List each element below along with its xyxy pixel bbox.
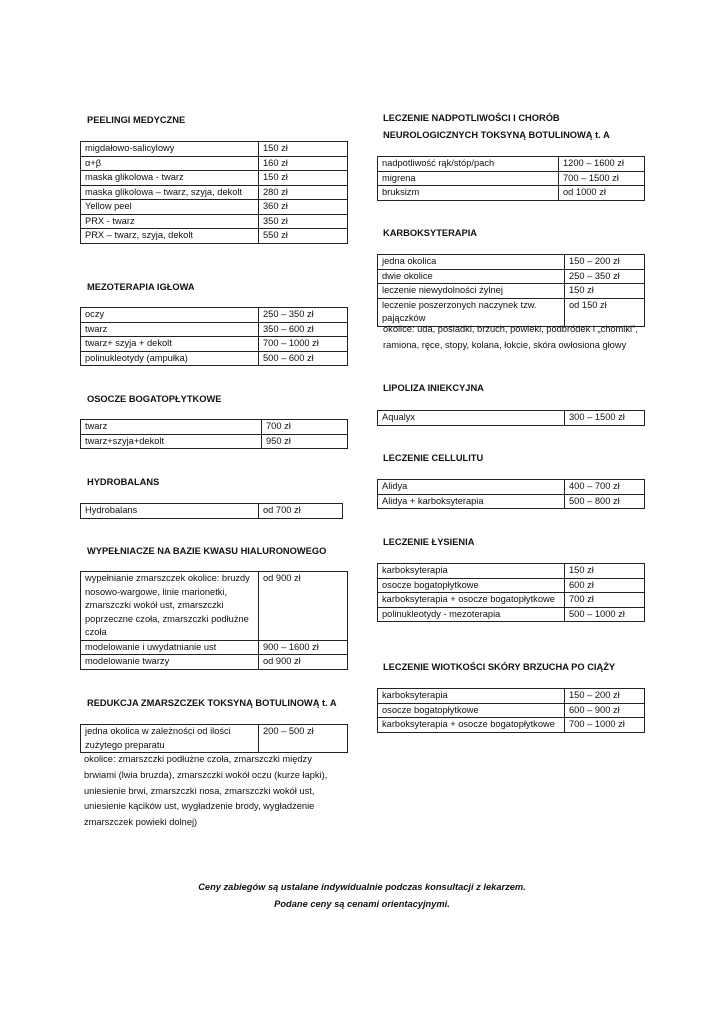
table-row <box>378 718 645 733</box>
redukcja-table <box>80 724 348 753</box>
lipoliza-heading: LIPOLIZA INIEKCYJNA <box>383 383 484 393</box>
treatment-name: Yellow peel <box>81 200 259 215</box>
treatment-price: 280 zł <box>259 185 348 200</box>
treatment-name: maska glikolowa - twarz <box>81 171 259 186</box>
table-row <box>81 572 348 641</box>
treatment-price: 150 zł <box>259 171 348 186</box>
treatment-name: wypełnianie zmarszczek okolice: bruzdy nosowo-wargowe, linie marionetki, zmarszczki wokół ust, zmarszczki poprzeczne czoła, zmarszczki podłużne czoła <box>81 572 259 641</box>
treatment-price: 150 – 200 zł <box>565 689 645 704</box>
treatment-price: 1200 – 1600 zł <box>559 157 645 172</box>
treatment-name: nadpotliwość rąk/stóp/pach <box>378 157 559 172</box>
nadpotliwosc-table <box>377 156 645 201</box>
treatment-name: leczenie poszerzonych naczynek tzw. pajączków <box>378 298 565 326</box>
treatment-name: dwie okolice <box>378 269 565 284</box>
treatment-price: od 1000 zł <box>559 186 645 201</box>
footer-note <box>0 879 724 913</box>
treatment-name: modelowanie twarzy <box>81 655 259 670</box>
treatment-name: leczenie niewydolności żylnej <box>378 284 565 299</box>
table-row <box>81 142 348 157</box>
treatment-price: 400 – 700 zł <box>565 480 645 495</box>
table-row <box>378 157 645 172</box>
table-row <box>81 351 348 366</box>
treatment-name: twarz+szyja+dekolt <box>81 434 262 449</box>
treatment-price: 700 – 1000 zł <box>565 718 645 733</box>
table-row <box>81 655 348 670</box>
nadpotliwosc-heading-line1: LECZENIE NADPOTLIWOŚCI I CHORÓB <box>383 113 560 123</box>
treatment-name: jedna okolica <box>378 255 565 270</box>
table-row <box>378 689 645 704</box>
table-row <box>378 269 645 284</box>
treatment-price: od 150 zł <box>565 298 645 326</box>
karboksyterapia-heading: KARBOKSYTERAPIA <box>383 228 478 238</box>
treatment-name: migrena <box>378 171 559 186</box>
cellulit-table <box>377 479 645 509</box>
footer-line-1: Ceny zabiegów są ustalane indywidualnie podczas konsultacji z lekarzem. <box>198 882 526 892</box>
treatment-name: polinukleotydy - mezoterapia <box>378 607 565 622</box>
table-row <box>81 420 348 435</box>
treatment-name: modelowanie i uwydatnianie ust <box>81 640 259 655</box>
table-row <box>81 322 348 337</box>
treatment-price: 500 – 600 zł <box>259 351 348 366</box>
treatment-name: jedna okolica w zależności od ilości zużytego preparatu <box>81 725 259 753</box>
table-row <box>378 593 645 608</box>
osocze-table <box>80 419 348 449</box>
table-row <box>378 703 645 718</box>
mezoterapia-table <box>80 307 348 366</box>
table-row <box>81 185 348 200</box>
table-row <box>378 480 645 495</box>
treatment-name: Alidya + karboksyterapia <box>378 494 565 509</box>
treatment-price: 250 – 350 zł <box>259 308 348 323</box>
wypelniacze-heading: WYPEŁNIACZE NA BAZIE KWASU HIALURONOWEGO <box>87 546 327 556</box>
treatment-price: 150 zł <box>565 564 645 579</box>
table-row <box>81 434 348 449</box>
redukcja-note: okolice: zmarszczki podłużne czoła, zmarszczki między brwiami (lwia bruzda), zmarszczki wokół oczu (kurze łapki), uniesienie brwi, zmarszczki nosa, zmarszczki wokół ust, uniesienie kącików ust, wygładzenie brody, wygładzenie zmarszczek powieki dolnej) <box>84 754 328 828</box>
treatment-price: 300 – 1500 zł <box>565 411 645 426</box>
treatment-name: maska glikolowa – twarz, szyja, dekolt <box>81 185 259 200</box>
table-row <box>378 564 645 579</box>
treatment-price: 500 – 800 zł <box>565 494 645 509</box>
treatment-price: 600 – 900 zł <box>565 703 645 718</box>
treatment-price: 250 – 350 zł <box>565 269 645 284</box>
treatment-name: migdałowo-salicylowy <box>81 142 259 157</box>
treatment-name: twarz <box>81 420 262 435</box>
table-row <box>378 284 645 299</box>
table-row <box>81 337 348 352</box>
treatment-name: twarz <box>81 322 259 337</box>
treatment-price: 350 zł <box>259 214 348 229</box>
treatment-name: oczy <box>81 308 259 323</box>
treatment-name: karboksyterapia <box>378 689 565 704</box>
treatment-price: 200 – 500 zł <box>259 725 348 753</box>
table-row <box>378 255 645 270</box>
table-row <box>81 504 343 519</box>
treatment-price: 150 zł <box>565 284 645 299</box>
treatment-price: 600 zł <box>565 578 645 593</box>
nadpotliwosc-heading-line2: NEUROLOGICZNYCH TOKSYNĄ BOTULINOWĄ t. A <box>383 130 610 140</box>
treatment-price: 360 zł <box>259 200 348 215</box>
wypelniacze-table <box>80 571 348 670</box>
table-row <box>81 640 348 655</box>
treatment-price: 950 zł <box>262 434 348 449</box>
table-row <box>81 156 348 171</box>
nadpotliwosc-heading <box>383 110 610 144</box>
table-row <box>378 494 645 509</box>
treatment-price: 900 – 1600 zł <box>259 640 348 655</box>
wiotkosc-table <box>377 688 645 733</box>
treatment-price: od 900 zł <box>259 572 348 641</box>
table-row <box>81 725 348 753</box>
table-row <box>378 578 645 593</box>
table-row <box>81 214 348 229</box>
treatment-name: Hydrobalans <box>81 504 259 519</box>
karboksyterapia-table <box>377 254 645 327</box>
table-row <box>378 411 645 426</box>
osocze-heading: OSOCZE BOGATOPŁYTKOWE <box>87 394 222 404</box>
treatment-price: 150 – 200 zł <box>565 255 645 270</box>
treatment-name: polinukleotydy (ampułka) <box>81 351 259 366</box>
treatment-name: PRX – twarz, szyja, dekolt <box>81 229 259 244</box>
treatment-price: 160 zł <box>259 156 348 171</box>
lysienie-heading: LECZENIE ŁYSIENIA <box>383 537 475 547</box>
peelingi-table <box>80 141 348 244</box>
treatment-price: 500 – 1000 zł <box>565 607 645 622</box>
treatment-price: od 700 zł <box>259 504 343 519</box>
table-row <box>81 229 348 244</box>
karboksyterapia-note: okolice: uda, pośladki, brzuch, powieki, podbródek i „chomiki”, ramiona, ręce, stopy, kolana, łokcie, skóra owłosiona głowy <box>383 324 638 350</box>
treatment-price: 350 – 600 zł <box>259 322 348 337</box>
table-row <box>378 607 645 622</box>
treatment-price: 550 zł <box>259 229 348 244</box>
treatment-name: Alidya <box>378 480 565 495</box>
footer-line-2: Podane ceny są cenami orientacyjnymi. <box>274 899 450 909</box>
treatment-name: PRX - twarz <box>81 214 259 229</box>
table-row <box>378 171 645 186</box>
treatment-price: 700 – 1000 zł <box>259 337 348 352</box>
treatment-name: α+β <box>81 156 259 171</box>
peelingi-heading: PEELINGI MEDYCZNE <box>87 115 186 125</box>
hydrobalans-heading: HYDROBALANS <box>87 477 160 487</box>
treatment-price: od 900 zł <box>259 655 348 670</box>
treatment-price: 150 zł <box>259 142 348 157</box>
hydrobalans-table <box>80 503 343 519</box>
treatment-price: 700 – 1500 zł <box>559 171 645 186</box>
lipoliza-table <box>377 410 645 426</box>
treatment-name: bruksizm <box>378 186 559 201</box>
cellulit-heading: LECZENIE CELLULITU <box>383 453 484 463</box>
table-row <box>81 200 348 215</box>
table-row <box>81 308 348 323</box>
mezoterapia-heading: MEZOTERAPIA IGŁOWA <box>87 282 195 292</box>
lysienie-table <box>377 563 645 622</box>
treatment-name: osocze bogatopłytkowe <box>378 703 565 718</box>
table-row <box>81 171 348 186</box>
wiotkosc-heading: LECZENIE WIOTKOŚCI SKÓRY BRZUCHA PO CIĄŻY <box>383 662 616 672</box>
redukcja-heading: REDUKCJA ZMARSZCZEK TOKSYNĄ BOTULINOWĄ t. A <box>87 698 337 708</box>
treatment-price: 700 zł <box>262 420 348 435</box>
treatment-name: osocze bogatopłytkowe <box>378 578 565 593</box>
treatment-name: karboksyterapia <box>378 564 565 579</box>
treatment-name: twarz+ szyja + dekolt <box>81 337 259 352</box>
treatment-name: karboksyterapia + osocze bogatopłytkowe <box>378 593 565 608</box>
table-row <box>378 186 645 201</box>
treatment-name: Aqualyx <box>378 411 565 426</box>
treatment-price: 700 zł <box>565 593 645 608</box>
treatment-name: karboksyterapia + osocze bogatopłytkowe <box>378 718 565 733</box>
